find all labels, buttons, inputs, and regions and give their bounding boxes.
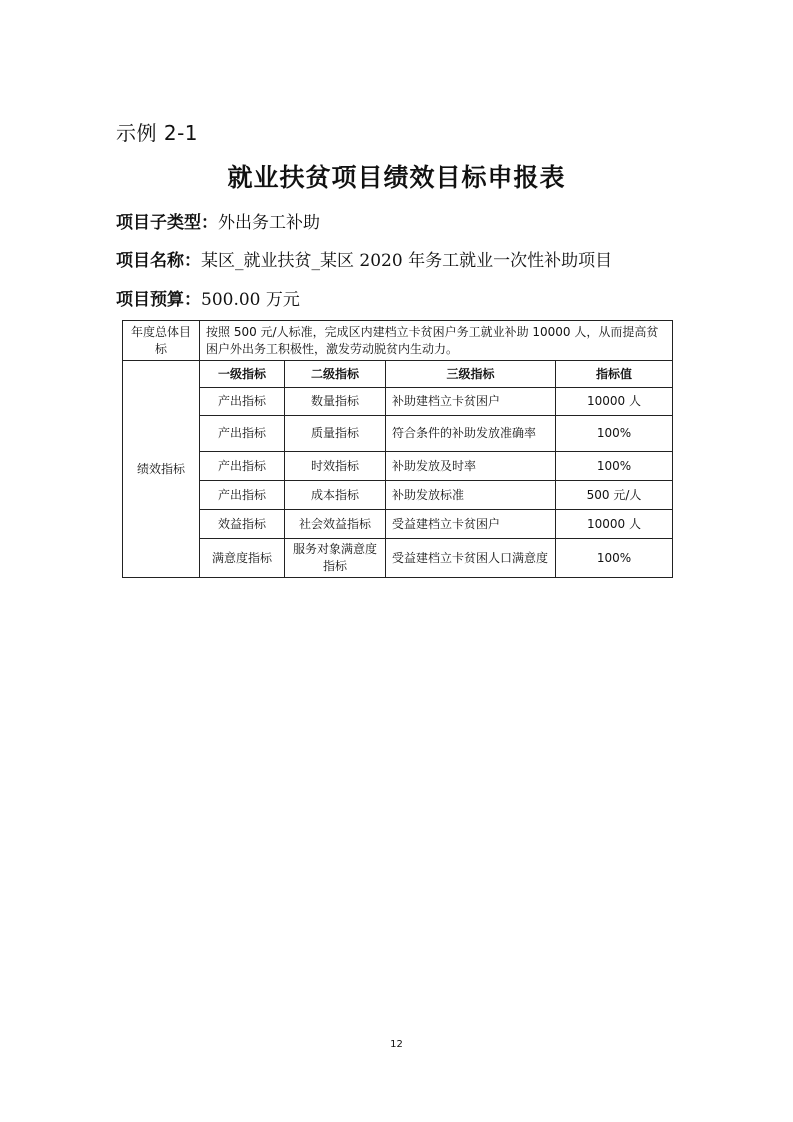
row-level1: 产出指标 bbox=[200, 388, 285, 416]
table-row bbox=[123, 388, 673, 416]
row-level3: 补助发放标准 bbox=[386, 481, 556, 510]
row-level2: 成本指标 bbox=[285, 481, 386, 510]
header-level2: 二级指标 bbox=[285, 361, 386, 388]
row-value: 500 元/人 bbox=[556, 481, 673, 510]
row-value: 10000 人 bbox=[556, 388, 673, 416]
header-row bbox=[123, 361, 673, 388]
table-row bbox=[123, 416, 673, 452]
row-level2: 服务对象满意度指标 bbox=[285, 539, 386, 578]
annual-goal-label: 年度总体目标 bbox=[123, 321, 200, 361]
table-row bbox=[123, 510, 673, 539]
example-label: 示例 2-1 bbox=[116, 121, 199, 145]
annual-goal-row bbox=[123, 321, 673, 361]
performance-table bbox=[122, 320, 673, 578]
header-level3: 三级指标 bbox=[386, 361, 556, 388]
row-level1: 满意度指标 bbox=[200, 539, 285, 578]
row-level1: 产出指标 bbox=[200, 481, 285, 510]
header-value: 指标值 bbox=[556, 361, 673, 388]
info-project-name-key: 项目名称： bbox=[116, 251, 201, 271]
row-level3: 补助建档立卡贫困户 bbox=[386, 388, 556, 416]
row-level2: 社会效益指标 bbox=[285, 510, 386, 539]
info-subtype-value: 外出务工补助 bbox=[218, 213, 320, 233]
info-project-name-value: 某区_就业扶贫_某区 2020 年务工就业一次性补助项目 bbox=[201, 251, 613, 271]
row-level2: 数量指标 bbox=[285, 388, 386, 416]
info-subtype bbox=[116, 208, 320, 233]
document-title: 就业扶贫项目绩效目标申报表 bbox=[227, 163, 566, 192]
row-level1: 产出指标 bbox=[200, 452, 285, 481]
header-level1: 一级指标 bbox=[200, 361, 285, 388]
info-project-name bbox=[116, 246, 612, 271]
row-value: 10000 人 bbox=[556, 510, 673, 539]
info-budget-value: 500.00 万元 bbox=[201, 290, 300, 310]
row-level2: 质量指标 bbox=[285, 416, 386, 452]
row-value: 100% bbox=[556, 416, 673, 452]
table-row bbox=[123, 539, 673, 578]
row-level3: 补助发放及时率 bbox=[386, 452, 556, 481]
row-level3: 受益建档立卡贫困户 bbox=[386, 510, 556, 539]
row-level3: 受益建档立卡贫困人口满意度 bbox=[386, 539, 556, 578]
row-level2: 时效指标 bbox=[285, 452, 386, 481]
info-budget-key: 项目预算： bbox=[116, 290, 201, 310]
row-level1: 效益指标 bbox=[200, 510, 285, 539]
row-level1: 产出指标 bbox=[200, 416, 285, 452]
perf-indicator-label: 绩效指标 bbox=[123, 361, 200, 578]
info-budget bbox=[116, 285, 300, 310]
info-subtype-key: 项目子类型： bbox=[116, 213, 218, 233]
annual-goal-text: 按照 500 元/人标准，完成区内建档立卡贫困户务工就业补助 10000 人，从而提高贫困户外出务工积极性，激发劳动脱贫内生动力。 bbox=[200, 321, 673, 361]
page-number: 12 bbox=[390, 1039, 403, 1050]
row-value: 100% bbox=[556, 452, 673, 481]
table-row bbox=[123, 481, 673, 510]
row-value: 100% bbox=[556, 539, 673, 578]
table-row bbox=[123, 452, 673, 481]
row-level3: 符合条件的补助发放准确率 bbox=[386, 416, 556, 452]
